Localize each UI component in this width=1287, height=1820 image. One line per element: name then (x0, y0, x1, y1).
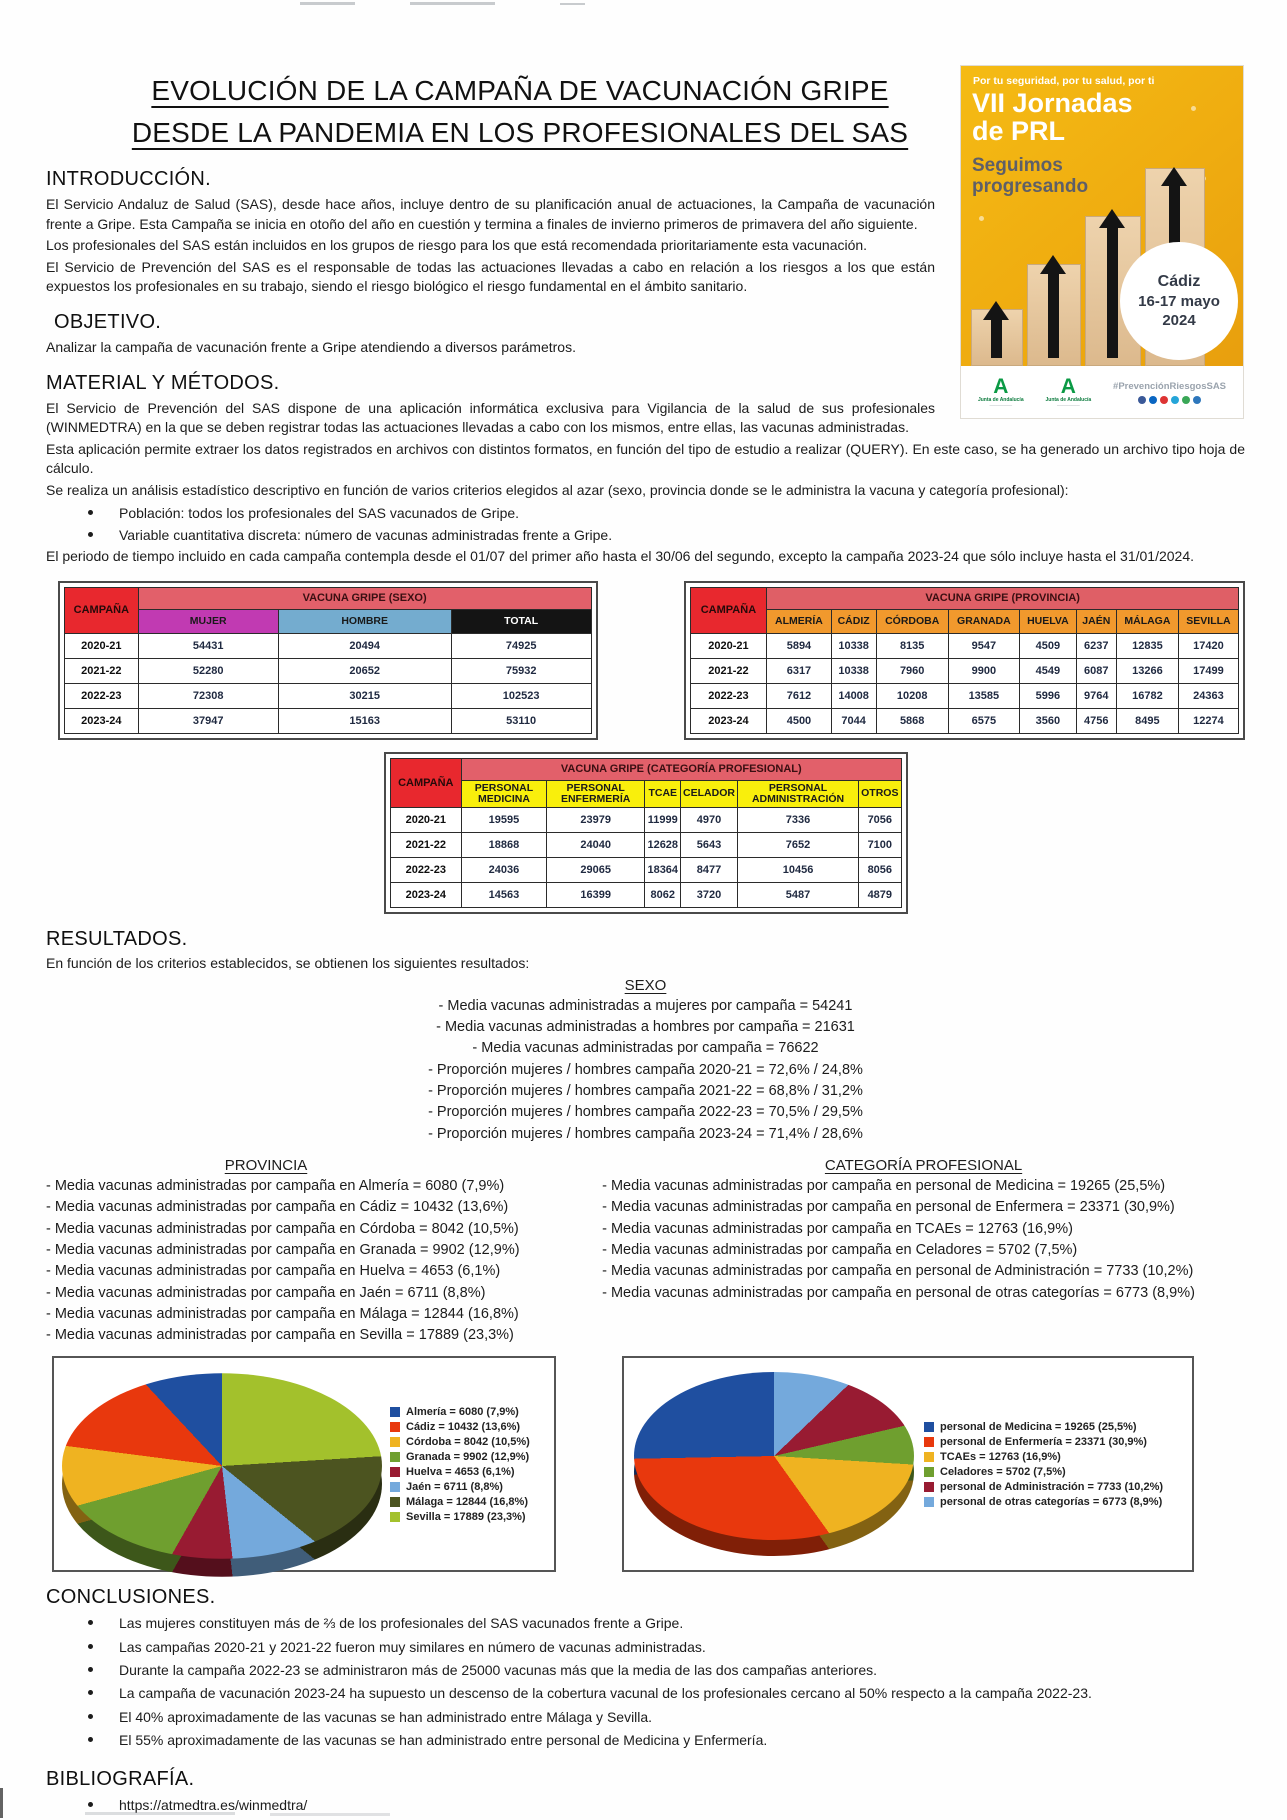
provincia-results-column (46, 1151, 580, 1347)
result-line: - Proporción mujeres / hombres campaña 2020-21 = 72,6% / 24,8% (428, 1061, 863, 1078)
value-cell: 5894 (767, 633, 831, 658)
junta-a-icon: A (993, 375, 1009, 398)
material-paragraph: Se realiza un análisis estadístico descriptivo en función de varios criterios elegidos al azar (sexo, provincia donde se le administra la vacuna y categoría profesional): (46, 481, 1069, 498)
value-cell: 12835 (1116, 633, 1178, 658)
value-cell: 8495 (1116, 708, 1178, 733)
campaign-cell: 2021-22 (390, 832, 462, 857)
charts-row (52, 1356, 1245, 1572)
table-column-header: CÓRDOBA (876, 609, 948, 633)
social-media-icon (1138, 396, 1146, 404)
poster-subtitle: Seguimos progresando (972, 155, 1089, 197)
value-cell: 6317 (767, 658, 831, 683)
legend-label: Celadores = 5702 (7,5%) (940, 1465, 1066, 1478)
value-cell: 10208 (876, 683, 948, 708)
value-cell: 10338 (831, 633, 876, 658)
pie-top-layer (634, 1372, 914, 1540)
legend-label: personal de Medicina = 19265 (25,5%) (940, 1420, 1137, 1433)
junta-andalucia-logo: A Junta de Andalucía ──────── (1045, 375, 1092, 408)
value-cell: 6237 (1076, 633, 1116, 658)
legend-swatch (390, 1467, 400, 1477)
document-title (110, 70, 930, 154)
campaign-cell: 2020-21 (690, 633, 767, 658)
section-heading-bibliografia: BIBLIOGRAFÍA. (46, 1768, 195, 1791)
value-cell: 24040 (546, 832, 645, 857)
categoria-pie-legend (924, 1421, 1163, 1508)
hashtag: #PrevenciónRiesgosSAS (1113, 380, 1227, 392)
legend-label: Sevilla = 17889 (23,3%) (406, 1510, 526, 1523)
legend-label: personal de otras categorías = 6773 (8,9%) (940, 1495, 1163, 1508)
value-cell: 8056 (859, 857, 901, 882)
table-column-header: SEVILLA (1178, 609, 1238, 633)
table-column-header: TOTAL (451, 609, 591, 633)
scan-artifact (300, 2, 355, 5)
objetivo-text: Analizar la campaña de vacunación frente a Gripe atendiendo a diversos parámetros. (46, 338, 576, 355)
vacuna-gripe-provincia-table (690, 587, 1239, 734)
legend-swatch (390, 1512, 400, 1522)
campaign-cell: 2023-24 (390, 882, 462, 907)
value-cell: 7652 (737, 832, 858, 857)
table-column-header: TCAE (645, 780, 681, 807)
bullet-item (46, 1660, 1245, 1680)
table-row (390, 832, 901, 857)
bullet-dot-icon (88, 510, 93, 515)
title-line-2: DESDE LA PANDEMIA EN LOS PROFESIONALES DEL SAS (131, 117, 909, 148)
section-heading-material: MATERIAL Y MÉTODOS. (46, 371, 280, 394)
value-cell: 6575 (948, 708, 1019, 733)
section-heading-resultados: RESULTADOS. (46, 927, 188, 950)
event-date-badge: Cádiz 16-17 mayo 2024 (1120, 242, 1238, 360)
bullet-item (46, 503, 1245, 523)
bullet-item (46, 1707, 1245, 1727)
table-column-header: PERSONAL ENFERMERÍA (546, 780, 645, 807)
value-cell: 4509 (1020, 633, 1077, 658)
value-cell: 5487 (737, 882, 858, 907)
categoria-pie-chart (624, 1358, 924, 1570)
section-heading-conclusiones: CONCLUSIONES. (46, 1586, 216, 1609)
scan-artifact (0, 1788, 3, 1818)
legend-item (924, 1451, 1163, 1463)
value-cell: 24036 (462, 857, 547, 882)
value-cell: 18364 (645, 857, 681, 882)
table-row (690, 683, 1238, 708)
sexo-results-lines (196, 996, 1096, 1145)
legend-item (390, 1421, 530, 1433)
up-arrow-icon (983, 301, 1009, 358)
value-cell: 4549 (1020, 658, 1077, 683)
value-cell: 3720 (681, 882, 738, 907)
vacuna-gripe-sexo-table (64, 587, 592, 734)
result-line: - Media vacunas administradas por campaña en TCAEs = 12763 (16,9%) (602, 1220, 1073, 1237)
subheading-sexo: SEXO (624, 976, 667, 994)
junta-andalucia-logo: A Junta de Andalucía ──────── (977, 375, 1024, 408)
bullet-text: https://atmedtra.es/winmedtra/ (119, 1797, 308, 1814)
legend-swatch (390, 1437, 400, 1447)
legend-item (390, 1481, 530, 1493)
network-dot (1191, 106, 1196, 111)
table-row (690, 708, 1238, 733)
value-cell: 6087 (1076, 658, 1116, 683)
legend-item (924, 1496, 1163, 1508)
table-row (390, 882, 901, 907)
table-band-header: VACUNA GRIPE (CATEGORÍA PROFESIONAL) (462, 758, 901, 780)
provincia-pie-chartbox (52, 1356, 556, 1572)
bullet-text: Variable cuantitativa discreta: número de vacunas administradas frente a Gripe. (119, 526, 613, 543)
result-line: - Media vacunas administradas por campaña en personal de Administración = 7733 (10,2%) (602, 1263, 1194, 1280)
legend-swatch (390, 1407, 400, 1417)
value-cell: 72308 (138, 683, 278, 708)
value-cell: 16782 (1116, 683, 1178, 708)
table-column-header: GRANADA (948, 609, 1019, 633)
poster-artwork (961, 66, 1243, 366)
section-heading-objetivo: OBJETIVO. (54, 310, 162, 333)
bullet-dot-icon (88, 1737, 93, 1742)
result-line: - Media vacunas administradas por campaña en Málaga = 12844 (16,8%) (46, 1305, 519, 1322)
value-cell: 15163 (278, 708, 451, 733)
bullet-dot-icon (88, 1620, 93, 1625)
legend-item (924, 1481, 1163, 1493)
table-row (65, 658, 592, 683)
value-cell: 5643 (681, 832, 738, 857)
up-arrow-icon (1040, 255, 1066, 358)
bullet-item (46, 1730, 1245, 1750)
value-cell: 5868 (876, 708, 948, 733)
table-column-header: OTROS (859, 780, 901, 807)
table-row (65, 683, 592, 708)
table-column-header: MÁLAGA (1116, 609, 1178, 633)
value-cell: 14008 (831, 683, 876, 708)
categoria-results-column (602, 1151, 1245, 1304)
value-cell: 19595 (462, 807, 547, 832)
table-row (65, 708, 592, 733)
value-cell: 4756 (1076, 708, 1116, 733)
table-row (390, 807, 901, 832)
value-cell: 7056 (859, 807, 901, 832)
campaign-cell: 2022-23 (65, 683, 139, 708)
campaign-cell: 2022-23 (690, 683, 767, 708)
value-cell: 37947 (138, 708, 278, 733)
value-cell: 9547 (948, 633, 1019, 658)
value-cell: 8062 (645, 882, 681, 907)
result-line: - Proporción mujeres / hombres campaña 2021-22 = 68,8% / 31,2% (428, 1083, 863, 1099)
social-media-icon (1160, 396, 1168, 404)
bullet-item (46, 1683, 1245, 1703)
value-cell: 54431 (138, 633, 278, 658)
table-column-header: HOMBRE (278, 609, 451, 633)
resultados-sexo-block (196, 977, 1096, 1145)
bullet-dot-icon (88, 1802, 93, 1807)
legend-item (390, 1466, 530, 1478)
table-column-header: CELADOR (681, 780, 738, 807)
value-cell: 24363 (1178, 683, 1238, 708)
bullet-dot-icon (88, 1714, 93, 1719)
bullet-dot-icon (88, 1644, 93, 1649)
vacuna-gripe-categoria-table (390, 758, 902, 908)
value-cell: 8135 (876, 633, 948, 658)
result-line: - Proporción mujeres / hombres campaña 2023-24 = 71,4% / 28,6% (428, 1125, 863, 1142)
vacuna-gripe-provincia-table-box (684, 581, 1245, 740)
value-cell: 30215 (278, 683, 451, 708)
legend-swatch (924, 1482, 934, 1492)
value-cell: 17499 (1178, 658, 1238, 683)
table-column-header: PERSONAL MEDICINA (462, 780, 547, 807)
provincia-pie-chart (54, 1358, 390, 1570)
legend-swatch (390, 1497, 400, 1507)
tables-row (58, 581, 1245, 740)
value-cell: 3560 (1020, 708, 1077, 733)
material-paragraph: El Servicio de Prevención del SAS dispone de una aplicación informática exclusiva para Vigilancia de la salud de sus profesionales (WINMEDTRA) en la que se deben registrar todas las actuaciones llevadas a cabo con los mismos, entre ellas, las vacunas administradas. (46, 399, 935, 436)
value-cell: 52280 (138, 658, 278, 683)
value-cell: 17420 (1178, 633, 1238, 658)
table-column-header: ALMERÍA (767, 609, 831, 633)
title-line-1: EVOLUCIÓN DE LA CAMPAÑA DE VACUNACIÓN GRIPE (151, 75, 889, 106)
legend-item (390, 1451, 530, 1463)
result-line: - Media vacunas administradas a hombres por campaña = 21631 (436, 1019, 855, 1036)
table-column-header: JAÉN (1076, 609, 1116, 633)
provincia-pie-legend (390, 1406, 530, 1523)
legend-label: TCAEs = 12763 (16,9%) (940, 1450, 1061, 1463)
bullet-text: Población: todos los profesionales del SAS vacunados de Gripe. (119, 504, 520, 521)
legend-swatch (924, 1422, 934, 1432)
value-cell: 8477 (681, 857, 738, 882)
scan-artifact (270, 1813, 390, 1816)
social-media-icon (1171, 396, 1179, 404)
result-line: - Proporción mujeres / hombres campaña 2022-23 = 70,5% / 29,5% (428, 1104, 863, 1121)
value-cell: 9764 (1076, 683, 1116, 708)
result-line: - Media vacunas administradas por campaña en Almería = 6080 (7,9%) (46, 1177, 505, 1194)
bullet-dot-icon (88, 532, 93, 537)
legend-swatch (924, 1437, 934, 1447)
bullet-text: El 40% aproximadamente de las vacunas se han administrado entre Málaga y Sevilla. (119, 1708, 653, 1725)
subheading-categoria: CATEGORÍA PROFESIONAL (824, 1156, 1023, 1174)
result-line: - Media vacunas administradas por campaña en Jaén = 6711 (8,8%) (46, 1284, 486, 1301)
vacuna-gripe-categoria-table-box (384, 752, 908, 914)
legend-label: Huelva = 4653 (6,1%) (406, 1465, 515, 1478)
bullet-text: Durante la campaña 2022-23 se administraron más de 25000 vacunas más que la media de las dos campañas anteriores. (119, 1662, 877, 1679)
value-cell: 102523 (451, 683, 591, 708)
bullet-item (46, 525, 1245, 545)
resultados-intro: En función de los criterios establecidos, se obtienen los siguientes resultados: (46, 954, 530, 971)
table-band-header: VACUNA GRIPE (SEXO) (138, 587, 591, 609)
value-cell: 10456 (737, 857, 858, 882)
poster-footer (961, 366, 1243, 418)
result-line: - Media vacunas administradas por campaña en personal de otras categorías = 6773 (8,9%) (602, 1284, 1195, 1301)
value-cell: 29065 (546, 857, 645, 882)
value-cell: 14563 (462, 882, 547, 907)
section-heading-introduccion: INTRODUCCIÓN. (46, 168, 212, 190)
bullet-text: El 55% aproximadamente de las vacunas se han administrado entre personal de Medicina y Enfermería. (119, 1731, 768, 1748)
value-cell: 4500 (767, 708, 831, 733)
legend-label: personal de Administración = 7733 (10,2%) (940, 1480, 1164, 1493)
social-icons-row (1138, 396, 1201, 404)
value-cell: 10338 (831, 658, 876, 683)
table-row (65, 633, 592, 658)
value-cell: 11999 (645, 807, 681, 832)
legend-item (390, 1406, 530, 1418)
table-corner-header: CAMPAÑA (690, 587, 767, 633)
junta-a-icon: A (1060, 375, 1076, 398)
value-cell: 7044 (831, 708, 876, 733)
legend-swatch (924, 1497, 934, 1507)
value-cell: 12274 (1178, 708, 1238, 733)
material-paragraph: Esta aplicación permite extraer los datos registrados en archivos con distintos formatos, en función del tipo de estudio a realizar (QUERY). En este caso, se ha generado un archivo tipo hoja de cálculo. (46, 440, 1245, 477)
result-line: - Media vacunas administradas por campaña en Granada = 9902 (12,9%) (46, 1241, 520, 1258)
legend-item (924, 1466, 1163, 1478)
legend-label: Málaga = 12844 (16,8%) (406, 1495, 528, 1508)
value-cell: 75932 (451, 658, 591, 683)
scan-artifact (410, 2, 495, 5)
table-row (690, 633, 1238, 658)
legend-label: Cádiz = 10432 (13,6%) (406, 1420, 521, 1433)
table-row (690, 658, 1238, 683)
legend-swatch (390, 1482, 400, 1492)
result-line: - Media vacunas administradas por campaña en Huelva = 4653 (6,1%) (46, 1263, 501, 1280)
value-cell: 9900 (948, 658, 1019, 683)
legend-item (924, 1436, 1163, 1448)
up-arrow-icon (1099, 209, 1125, 358)
legend-label: Córdoba = 8042 (10,5%) (406, 1435, 530, 1448)
categoria-pie-chartbox (622, 1356, 1194, 1572)
poster-tagline: Por tu seguridad, por tu salud, por ti (973, 75, 1155, 87)
social-media-icon (1193, 396, 1201, 404)
value-cell: 53110 (451, 708, 591, 733)
subheading-provincia: PROVINCIA (224, 1156, 308, 1174)
value-cell: 7960 (876, 658, 948, 683)
legend-label: Almería = 6080 (7,9%) (406, 1405, 519, 1418)
vacuna-gripe-sexo-table-box (58, 581, 598, 740)
value-cell: 7100 (859, 832, 901, 857)
jornadas-prl-poster (961, 66, 1243, 418)
table-band-header: VACUNA GRIPE (PROVINCIA) (767, 587, 1239, 609)
table-column-header: MUJER (138, 609, 278, 633)
campaign-cell: 2023-24 (690, 708, 767, 733)
table-column-header: HUELVA (1020, 609, 1077, 633)
value-cell: 74925 (451, 633, 591, 658)
result-line: - Media vacunas administradas por campaña = 76622 (472, 1040, 819, 1057)
poster-title: VII Jornadas de PRL (972, 88, 1133, 147)
table-column-header: CÁDIZ (831, 609, 876, 633)
material-closing: El periodo de tiempo incluido en cada campaña contempla desde el 01/07 del primer año hasta el 30/06 del segundo, excepto la campaña 2023-24 que sólo incluye hasta el 31/01/2024. (46, 548, 1195, 565)
value-cell: 7612 (767, 683, 831, 708)
value-cell: 5996 (1020, 683, 1077, 708)
poster-social (1113, 381, 1226, 404)
scan-artifact (85, 1812, 235, 1815)
intro-paragraph: El Servicio Andaluz de Salud (SAS), desde hace años, incluye dentro de su planificación anual de actuaciones, la Campaña de vacunación frente a Gripe. Esta Campaña se inicia en otoño del año en cuestión y termina a finales de invierno primeros de primavera del año siguiente. (46, 196, 935, 232)
legend-label: Jaén = 6711 (8,8%) (406, 1480, 503, 1493)
value-cell: 18868 (462, 832, 547, 857)
legend-item (390, 1511, 530, 1523)
value-cell: 20494 (278, 633, 451, 658)
social-media-icon (1149, 396, 1157, 404)
bullet-item (46, 1613, 1245, 1633)
value-cell: 23979 (546, 807, 645, 832)
campaign-cell: 2022-23 (390, 857, 462, 882)
table-column-header: PERSONAL ADMINISTRACIÓN (737, 780, 858, 807)
intro-paragraph: Los profesionales del SAS están incluidos en los grupos de riesgo para los que está recomendada prioritariamente esta vacunación. (46, 237, 868, 254)
bullet-text: Las mujeres constituyen más de ⅔ de los profesionales del SAS vacunados frente a Gripe. (119, 1615, 684, 1632)
result-line: - Media vacunas administradas por campaña en Celadores = 5702 (7,5%) (602, 1241, 1078, 1258)
scan-artifact (560, 3, 585, 5)
value-cell: 4970 (681, 807, 738, 832)
campaign-cell: 2021-22 (65, 658, 139, 683)
material-bullet-list (46, 503, 1245, 546)
result-line: - Media vacunas administradas a mujeres por campaña = 54241 (438, 997, 853, 1014)
legend-label: personal de Enfermería = 23371 (30,9%) (940, 1435, 1147, 1448)
bullet-text: Las campañas 2020-21 y 2021-22 fueron muy similares en número de vacunas administradas. (119, 1638, 706, 1655)
value-cell: 12628 (645, 832, 681, 857)
value-cell: 13266 (1116, 658, 1178, 683)
value-cell: 16399 (546, 882, 645, 907)
legend-swatch (924, 1467, 934, 1477)
result-line: - Media vacunas administradas por campaña en personal de Enfermera = 23371 (30,9%) (602, 1199, 1175, 1216)
bullet-item (46, 1637, 1245, 1657)
campaign-cell: 2020-21 (65, 633, 139, 658)
legend-label: Granada = 9902 (12,9%) (406, 1450, 530, 1463)
value-cell: 7336 (737, 807, 858, 832)
legend-item (924, 1421, 1163, 1433)
legend-item (390, 1436, 530, 1448)
result-line: - Media vacunas administradas por campaña en Córdoba = 8042 (10,5%) (46, 1220, 519, 1237)
network-dot (979, 216, 984, 221)
bullet-text: La campaña de vacunación 2023-24 ha supuesto un descenso de la cobertura vacunal de los profesionales cercano al 50% respecto a la campaña 2022-23. (119, 1685, 1092, 1702)
legend-item (390, 1496, 530, 1508)
campaign-cell: 2021-22 (690, 658, 767, 683)
intro-paragraph: El Servicio de Prevención del SAS es el responsable de todas las actuaciones llevadas a cabo en relación a los riesgos a los que están expuestos los profesionales en su trabajo, siendo el riesgo biológico el riesgo fundamental en el ámbito sanitario. (46, 258, 935, 295)
result-line: - Media vacunas administradas por campaña en Sevilla = 17889 (23,3%) (46, 1327, 514, 1344)
campaign-cell: 2020-21 (390, 807, 462, 832)
legend-swatch (390, 1422, 400, 1432)
legend-swatch (390, 1452, 400, 1462)
campaign-cell: 2023-24 (65, 708, 139, 733)
resultados-columns (46, 1151, 1245, 1347)
pie-top-layer (62, 1374, 382, 1560)
table-corner-header: CAMPAÑA (390, 758, 462, 807)
value-cell: 13585 (948, 683, 1019, 708)
value-cell: 4879 (859, 882, 901, 907)
bullet-dot-icon (88, 1667, 93, 1672)
table-row (390, 857, 901, 882)
legend-swatch (924, 1452, 934, 1462)
result-line: - Media vacunas administradas por campaña en personal de Medicina = 19265 (25,5%) (602, 1177, 1166, 1194)
social-media-icon (1182, 396, 1190, 404)
categoria-results-lines (602, 1176, 1245, 1304)
result-line: - Media vacunas administradas por campaña en Cádiz = 10432 (13,6%) (46, 1199, 509, 1216)
conclusiones-bullet-list (46, 1613, 1245, 1750)
bullet-dot-icon (88, 1690, 93, 1695)
table-corner-header: CAMPAÑA (65, 587, 139, 633)
provincia-results-lines (46, 1176, 580, 1347)
value-cell: 20652 (278, 658, 451, 683)
